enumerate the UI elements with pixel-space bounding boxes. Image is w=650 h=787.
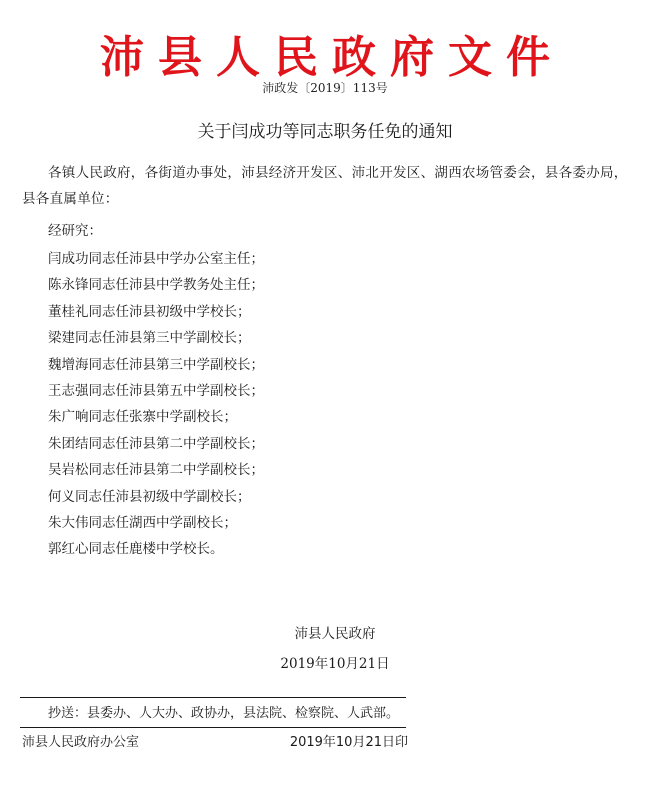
document-header-title: 沛县人民政府文件: [100, 32, 564, 83]
appointments-list: [22, 246, 634, 563]
document-heading: 关于闫成功等同志职务任免的通知: [197, 122, 453, 142]
appointment-item: 梁建同志任沛县第三中学副校长；: [48, 330, 251, 347]
issuer-office: 沛县人民政府办公室: [22, 735, 140, 750]
recipients-paragraph: 各镇人民政府，各街道办事处，沛县经济开发区、沛北开发区、湖西农场管委会，县各委办局，县各直属单位：: [22, 165, 628, 207]
footer-rule-top: [20, 697, 406, 698]
appointment-item: 陈永锋同志任沛县中学教务处主任；: [48, 277, 264, 294]
footer-rule-middle: [20, 727, 406, 728]
appointment-item: 董桂礼同志任沛县初级中学校长；: [48, 303, 251, 320]
appointment-item: 朱大伟同志任湖西中学副校长；: [48, 515, 237, 532]
appointment-item: 朱广响同志任张寨中学副校长；: [48, 409, 237, 426]
appointment-item: 魏增海同志任沛县第三中学副校长；: [48, 356, 264, 373]
document-number: 沛政发〔2019〕113号: [262, 81, 388, 95]
appointment-item: 郭红心同志任鹿楼中学校长。: [48, 541, 224, 558]
cc-line: 抄送：县委办、人大办、政协办，县法院、检察院、人武部。: [48, 706, 400, 721]
document-body: [22, 160, 634, 563]
signature-block: [0, 622, 650, 676]
appointment-item: 朱团结同志任沛县第二中学副校长；: [48, 435, 264, 452]
print-date: 2019年10月21日印: [289, 735, 408, 750]
appointment-item: 何义同志任沛县初级中学副校长；: [48, 488, 251, 505]
signature-org: 沛县人民政府: [294, 626, 376, 642]
research-line: 经研究：: [48, 223, 102, 239]
appointment-item: 吴岩松同志任沛县第二中学副校长；: [48, 462, 264, 479]
appointment-item: 闫成功同志任沛县中学办公室主任；: [48, 251, 264, 267]
appointment-item: 王志强同志任沛县第五中学副校长；: [48, 383, 264, 400]
signature-date: 2019年10月21日: [280, 656, 390, 672]
